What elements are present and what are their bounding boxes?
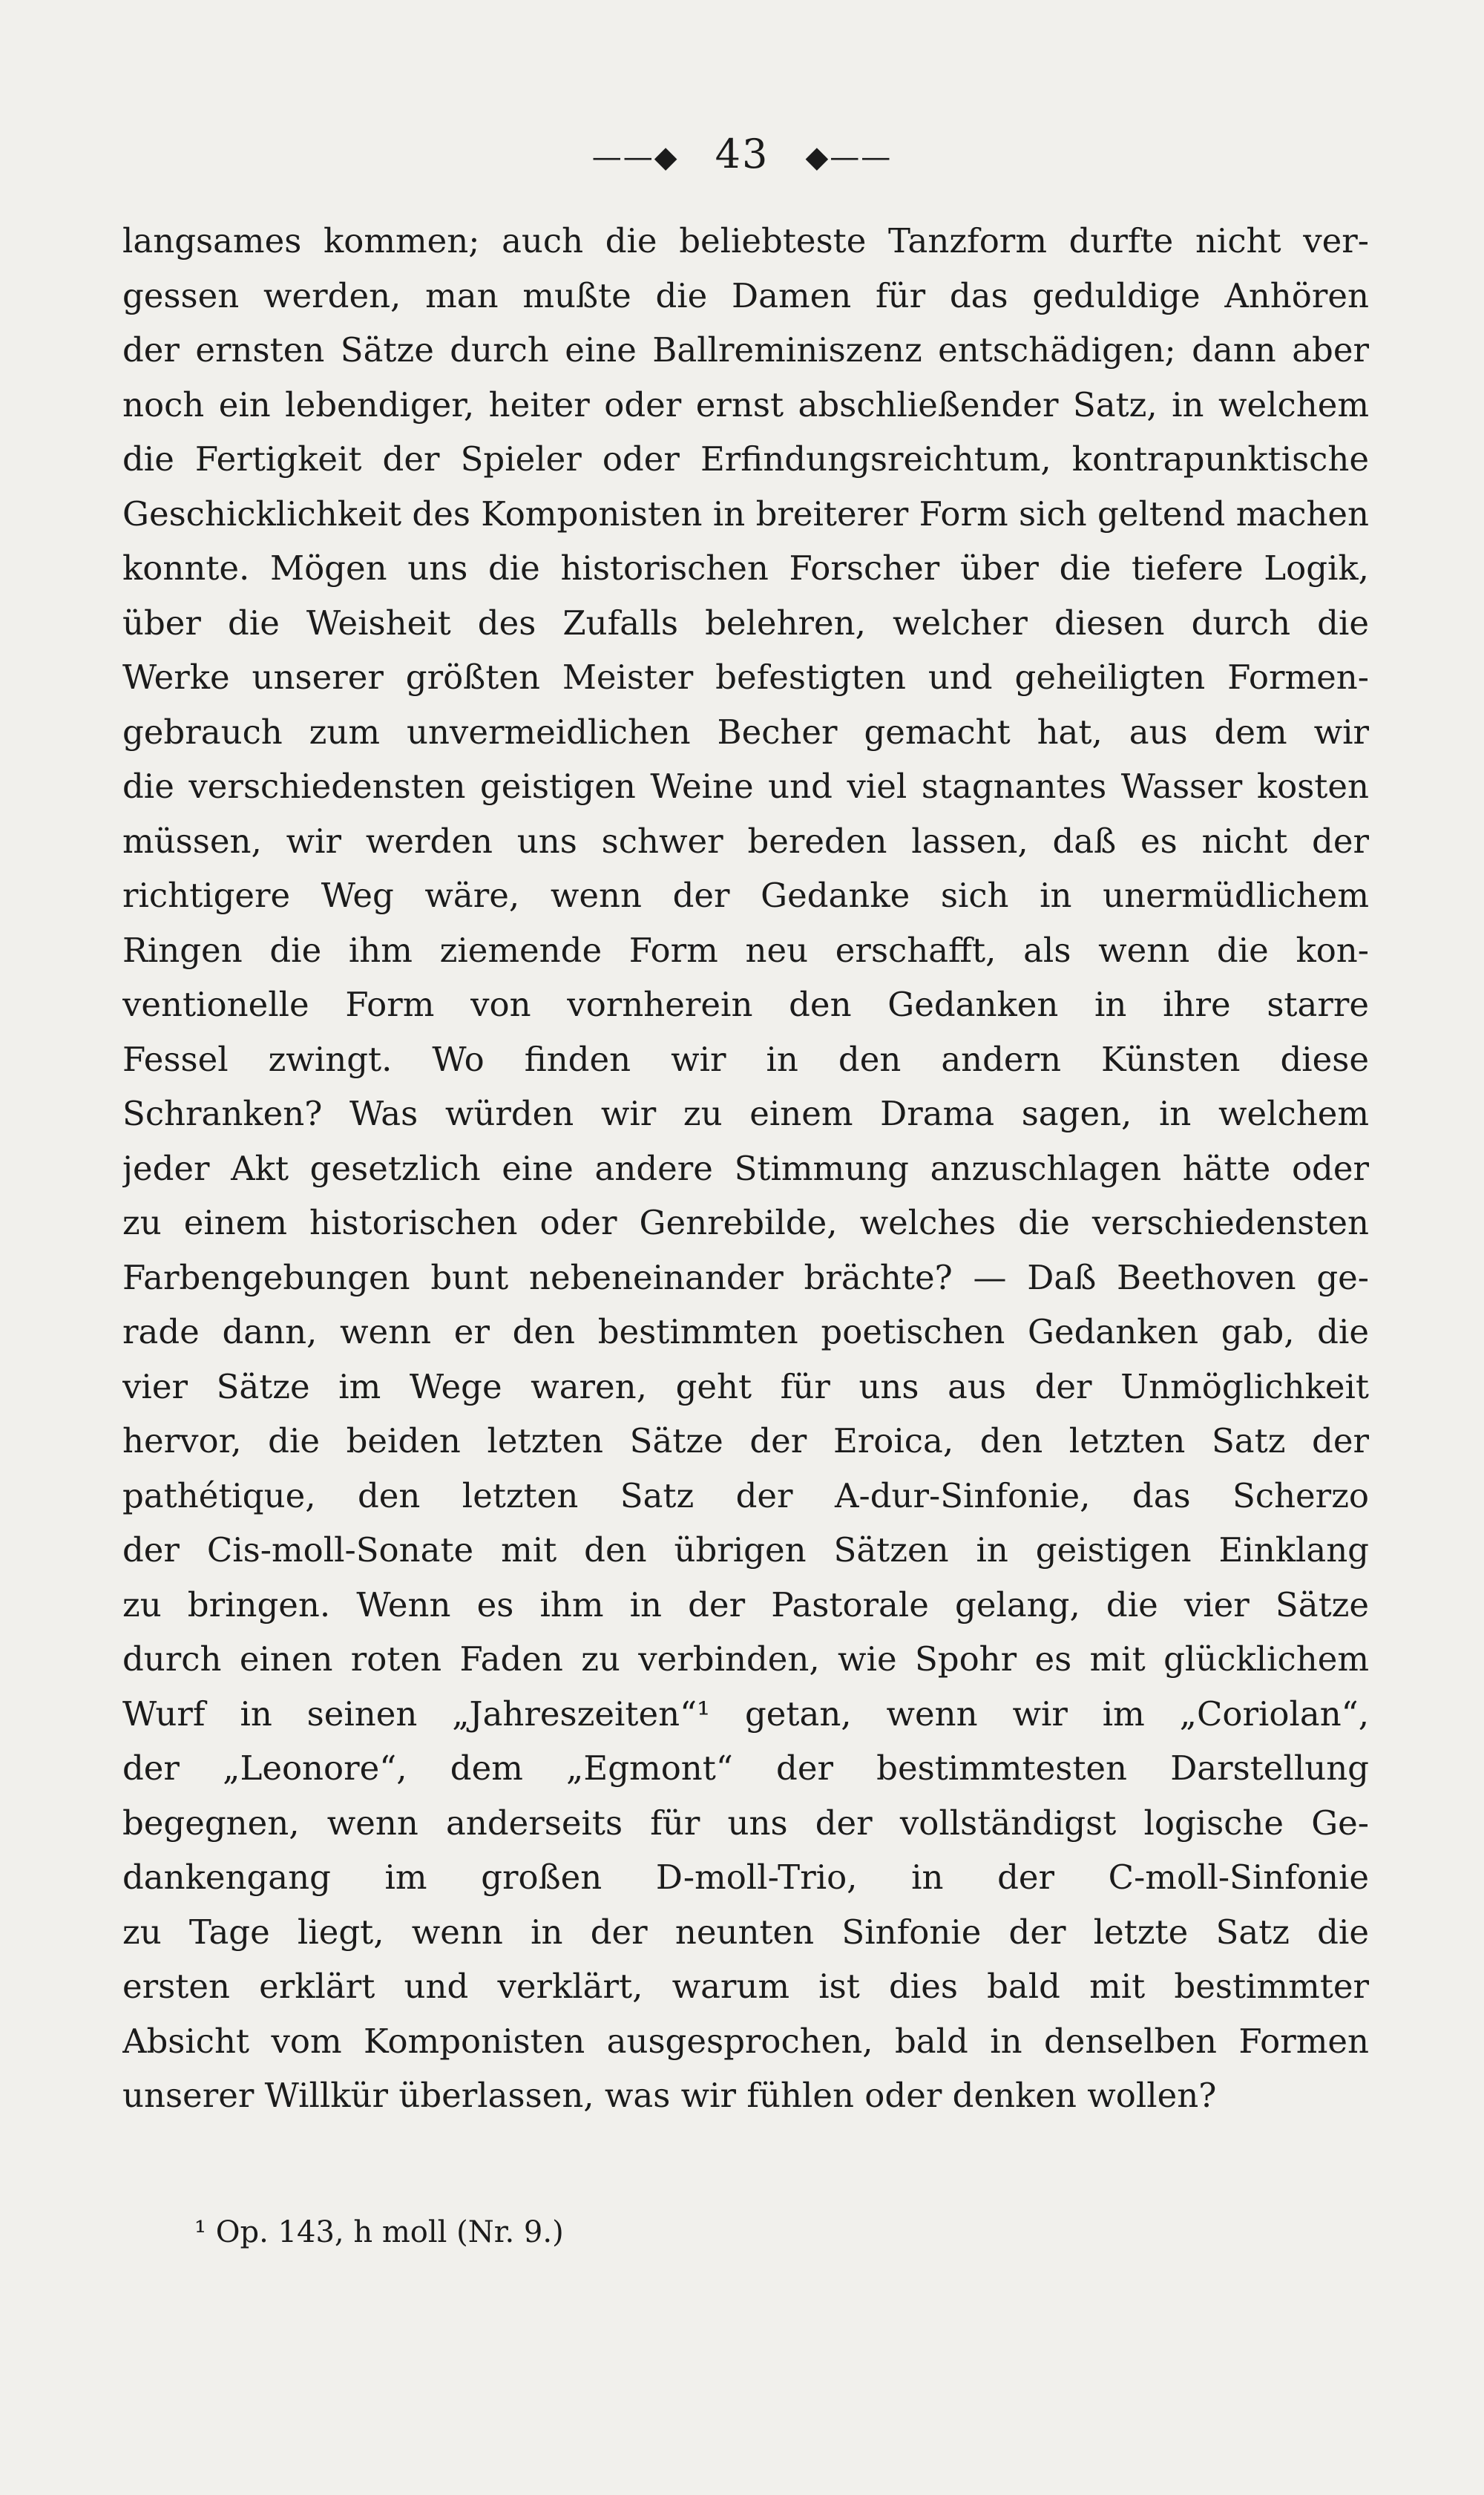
text-line: noch ein lebendiger, heiter oder ernst abschließender Satz, in welchem [122, 384, 1369, 424]
text-line: über die Weisheit des Zufalls belehren, welcher diesen durch die [122, 603, 1369, 643]
text-line: durch einen roten Faden zu verbinden, wie Spohr es mit glücklichem [122, 1639, 1369, 1679]
text-line: jeder Akt gesetzlich eine andere Stimmung anzuschlagen hätte oder [122, 1148, 1369, 1188]
text-line: langsames kommen; auch die beliebteste Tanzform durfte nicht ver- [122, 221, 1369, 260]
text-line: dankengang im großen D-moll-Trio, in der C-moll-Sinfonie [122, 1858, 1369, 1897]
text-line: ersten erklärt und verklärt, warum ist dies bald mit bestimmter [122, 1967, 1369, 2006]
text-line: der „Leonore“, dem „Egmont“ der bestimmtesten Darstellung [122, 1748, 1369, 1788]
text-line: konnte. Mögen uns die historischen Forscher über die tiefere Logik, [122, 548, 1369, 588]
text-line: begegnen, wenn anderseits für uns der vollständigst logische Ge- [122, 1803, 1369, 1843]
text-line: zu bringen. Wenn es ihm in der Pastorale gelang, die vier Sätze [122, 1584, 1369, 1624]
page-number: 43 [715, 131, 769, 177]
text-line: zu einem historischen oder Genrebilde, welches die verschiedensten [122, 1203, 1369, 1242]
text-line: Werke unserer größten Meister befestigten und geheiligten Formen- [122, 658, 1369, 697]
text-line: Wurf in seinen „Jahreszeiten“¹ getan, wenn wir im „Coriolan“, [122, 1694, 1369, 1734]
text-line: Schranken? Was würden wir zu einem Drama sagen, in welchem [122, 1094, 1369, 1133]
body-text [122, 214, 1369, 2123]
text-line: richtigere Weg wäre, wenn der Gedanke sich in unermüdlichem [122, 876, 1369, 915]
text-line: gessen werden, man mußte die Damen für das geduldige Anhören [122, 275, 1369, 315]
text-line: vier Sätze im Wege waren, geht für uns aus der Unmöglichkeit [122, 1366, 1369, 1406]
text-line: Fessel zwingt. Wo finden wir in den andern Künsten diese [122, 1039, 1369, 1079]
text-line: ventionelle Form von vornherein den Gedanken in ihre starre [122, 985, 1369, 1024]
text-line: rade dann, wenn er den bestimmten poetischen Gedanken gab, die [122, 1312, 1369, 1351]
text-line: müssen, wir werden uns schwer bereden lassen, daß es nicht der [122, 821, 1369, 861]
text-line: zu Tage liegt, wenn in der neunten Sinfonie der letzte Satz die [122, 1912, 1369, 1952]
footnote: ¹ Op. 143, h moll (Nr. 9.) [194, 2215, 564, 2249]
text-line: pathétique, den letzten Satz der A-dur-Sinfonie, das Scherzo [122, 1475, 1369, 1515]
text-line: unserer Willkür überlassen, was wir fühlen oder denken wollen? [122, 2076, 1217, 2115]
page-header [0, 125, 1484, 187]
text-line: Geschicklichkeit des Komponisten in breiterer Form sich geltend machen [122, 494, 1369, 534]
text-line: Ringen die ihm ziemende Form neu erschafft, als wenn die kon- [122, 930, 1369, 970]
text-line: der Cis-moll-Sonate mit den übrigen Sätzen in geistigen Einklang [122, 1530, 1369, 1570]
text-line: Farbengebungen bunt nebeneinander brächte? — Daß Beethoven ge- [122, 1257, 1369, 1297]
ornament-left: ——◆ [591, 140, 679, 174]
ornament-right: ◆—— [805, 140, 893, 174]
text-line: hervor, die beiden letzten Sätze der Eroica, den letzten Satz der [122, 1421, 1369, 1460]
text-line: gebrauch zum unvermeidlichen Becher gemacht hat, aus dem wir [122, 712, 1369, 752]
text-line: die Fertigkeit der Spieler oder Erfindungsreichtum, kontrapunktische [122, 439, 1369, 479]
text-line: die verschiedensten geistigen Weine und viel stagnantes Wasser kosten [122, 767, 1369, 806]
text-line: der ernsten Sätze durch eine Ballreminiszenz entschädigen; dann aber [122, 330, 1369, 370]
text-line: Absicht vom Komponisten ausgesprochen, bald in denselben Formen [122, 2021, 1369, 2061]
